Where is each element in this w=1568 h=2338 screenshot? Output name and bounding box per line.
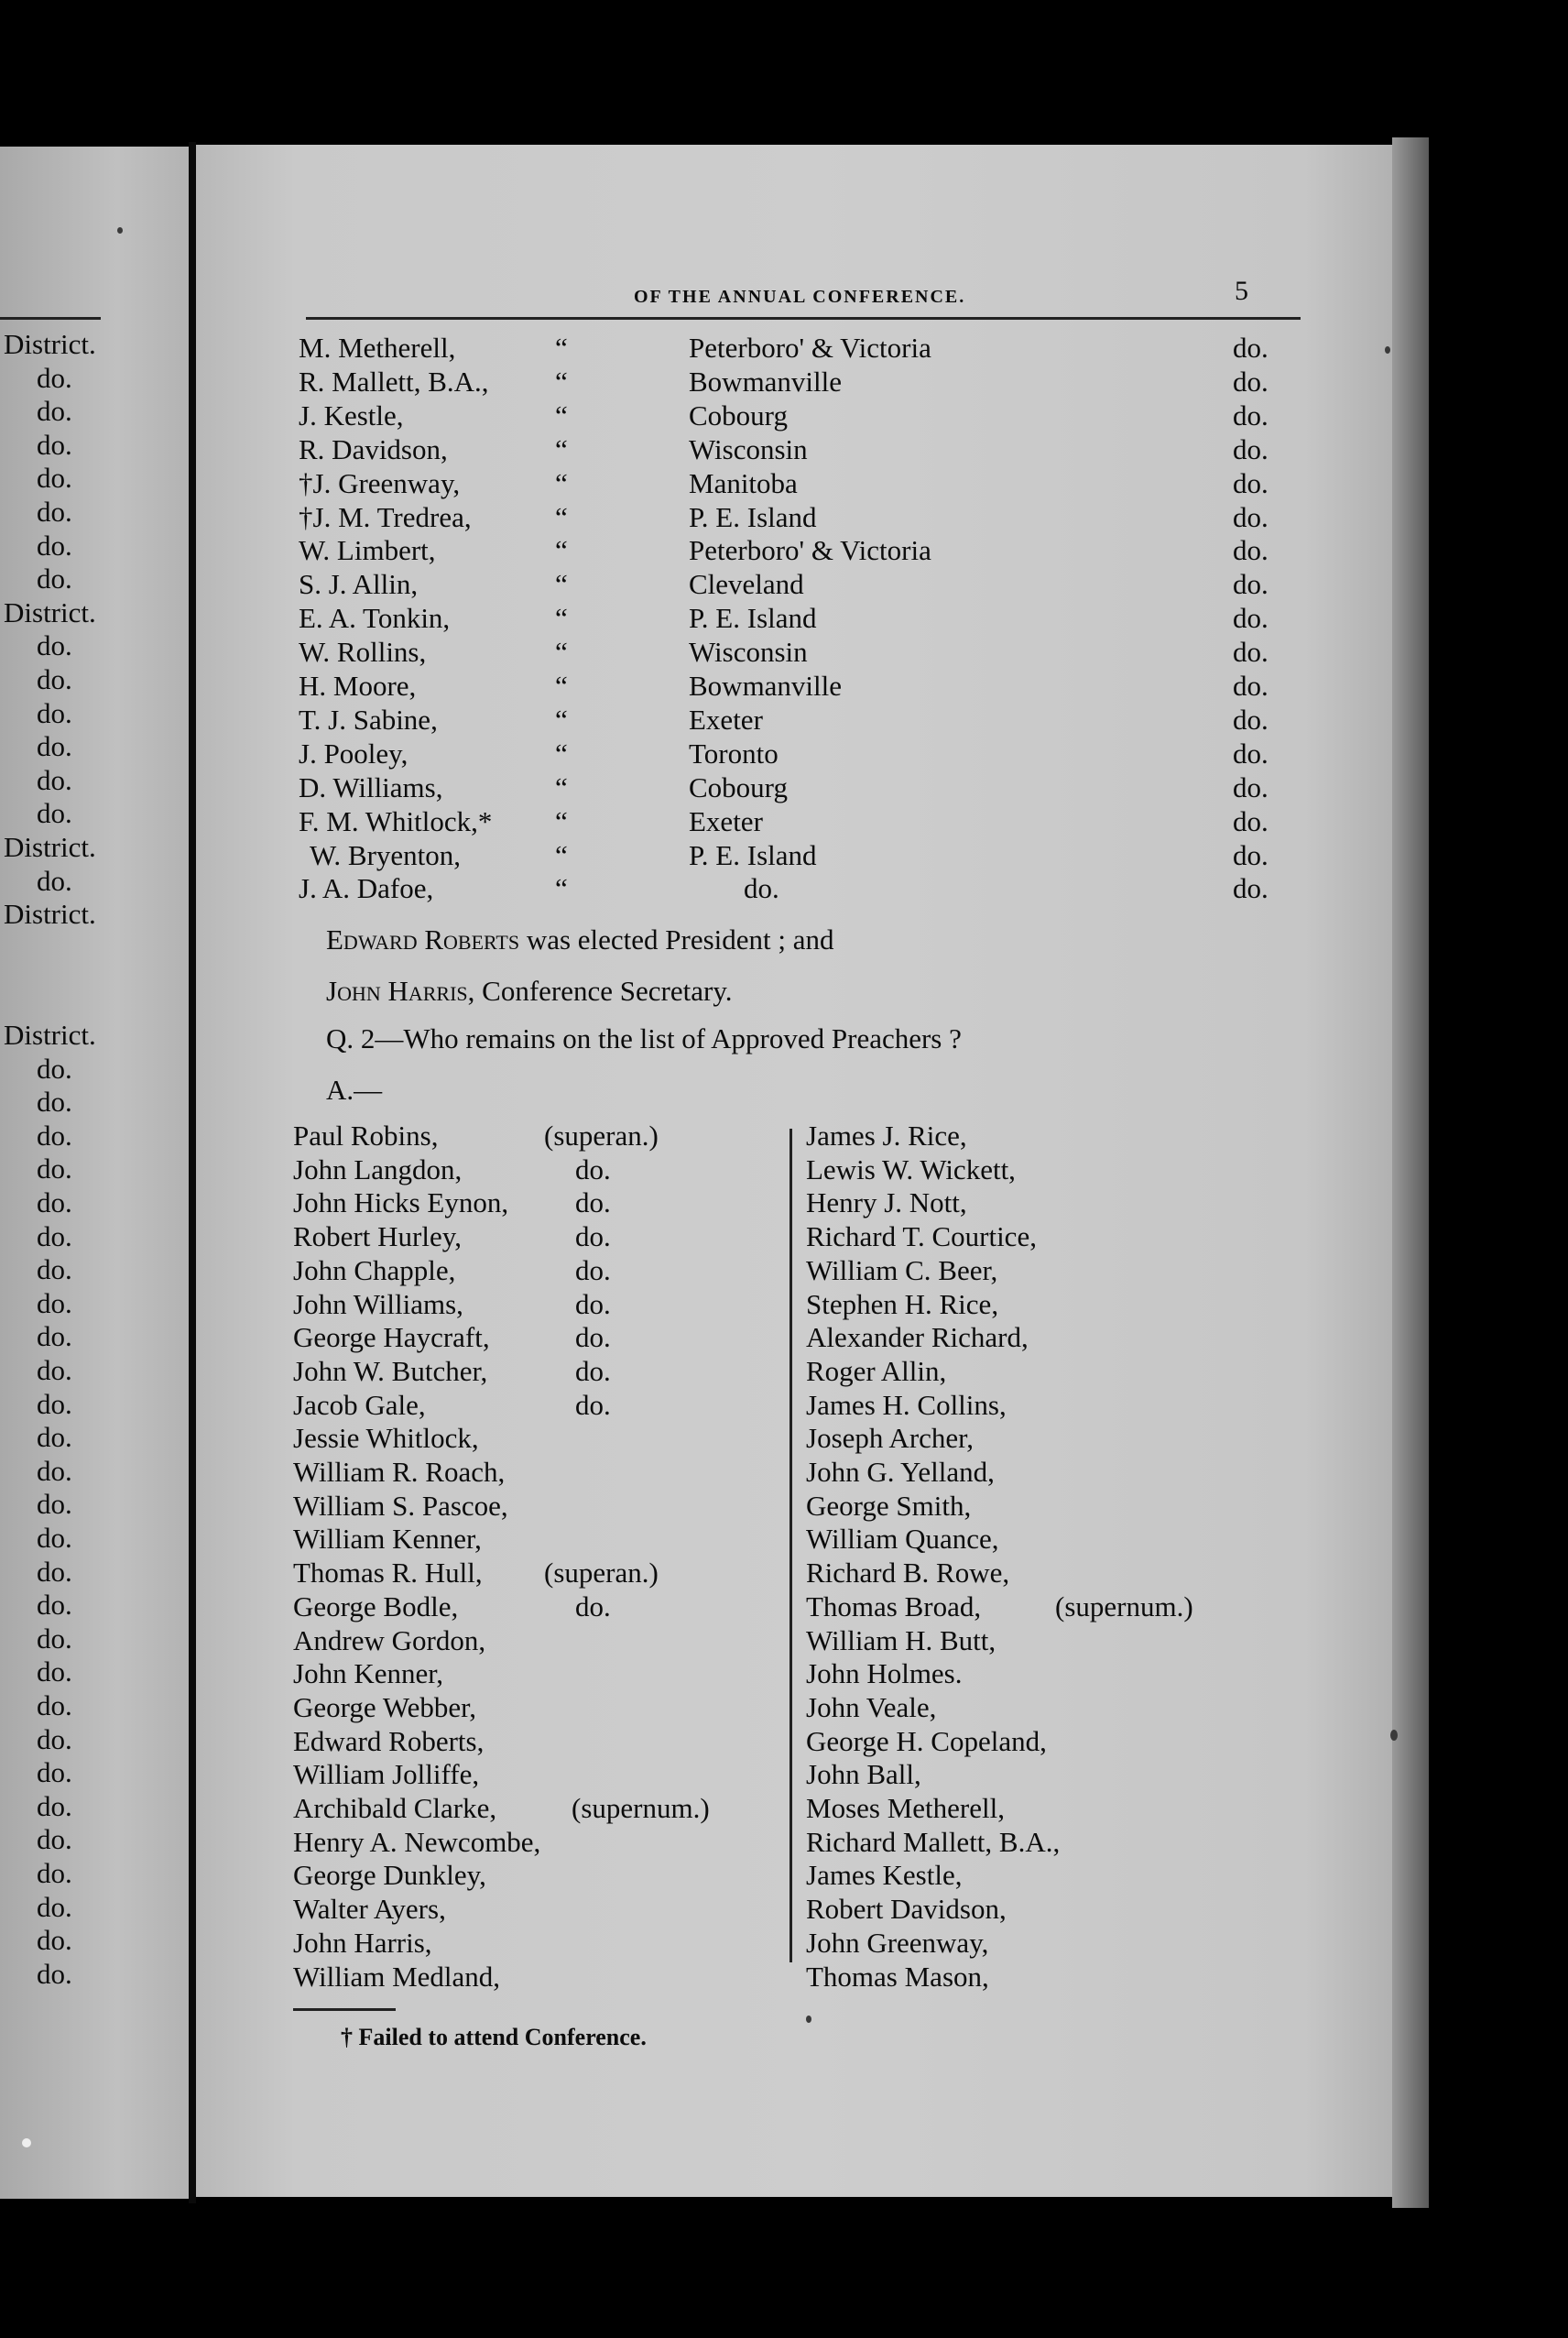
ditto-mark: “	[555, 534, 568, 567]
margin-entry: do.	[37, 763, 72, 796]
ditto-mark: “	[555, 838, 568, 871]
preacher-name: George Smith,	[806, 1489, 972, 1522]
preacher-note: do.	[575, 1186, 611, 1219]
scan-speck	[117, 227, 123, 234]
preacher-name: Moses Metherell,	[806, 1792, 1005, 1824]
page-right-edge	[1392, 137, 1429, 2208]
scan-speck	[806, 2016, 811, 2023]
ditto-mark: “	[555, 432, 568, 465]
minister-name: W. Limbert,	[299, 534, 436, 567]
margin-entry: do.	[37, 1286, 72, 1319]
ditto-mark: “	[555, 602, 568, 635]
margin-entry: do.	[37, 361, 72, 394]
preacher-note: do.	[575, 1220, 611, 1253]
preacher-name: John Ball,	[806, 1758, 921, 1791]
preacher-name: James H. Collins,	[806, 1388, 1007, 1421]
district-ditto: do.	[1233, 872, 1269, 905]
minister-name: E. A. Tonkin,	[299, 602, 451, 635]
margin-entry: do.	[37, 1320, 72, 1353]
preacher-name: William C. Beer,	[806, 1253, 998, 1286]
preacher-name: George Webber,	[293, 1690, 476, 1723]
page-number: 5	[1235, 276, 1248, 306]
preacher-name: Thomas Broad,	[806, 1590, 982, 1622]
preacher-note: (supernum.)	[1055, 1590, 1193, 1622]
district-ditto: do.	[1233, 602, 1269, 635]
margin-entry: do.	[37, 1756, 72, 1789]
preacher-name: Lewis W. Wickett,	[806, 1153, 1016, 1185]
minister-name: J. Kestle,	[299, 399, 404, 432]
station-name: Cobourg	[689, 770, 788, 803]
station-name: Peterboro' & Victoria	[689, 332, 931, 364]
ditto-mark: “	[555, 670, 568, 702]
preacher-name: Henry J. Nott,	[806, 1186, 967, 1219]
margin-entry: District.	[4, 831, 96, 863]
minister-name: M. Metherell,	[299, 332, 456, 364]
margin-entry: do.	[37, 1488, 72, 1521]
preacher-name: John Holmes.	[806, 1657, 963, 1690]
preacher-name: William Medland,	[293, 1960, 501, 1993]
page-gutter	[189, 142, 196, 2203]
district-ditto: do.	[1233, 399, 1269, 432]
ditto-mark: “	[555, 703, 568, 736]
answer-label: A.—	[326, 1074, 383, 1106]
preacher-name: William Jolliffe,	[293, 1758, 480, 1791]
preacher-name: William H. Butt,	[806, 1623, 996, 1656]
preacher-note: (superan.)	[544, 1120, 659, 1152]
ditto-mark: “	[555, 770, 568, 803]
preacher-name: William Kenner,	[293, 1523, 482, 1556]
preacher-name: John Harris,	[293, 1926, 432, 1959]
ditto-mark: “	[555, 500, 568, 533]
station-name: Manitoba	[689, 466, 798, 499]
preacher-note: do.	[575, 1287, 611, 1320]
ditto-mark: “	[555, 332, 568, 364]
preacher-note: do.	[575, 1590, 611, 1622]
margin-entry: do.	[37, 1555, 72, 1588]
margin-entry: do.	[37, 1890, 72, 1923]
ditto-mark: “	[555, 804, 568, 837]
district-ditto: do.	[1233, 365, 1269, 398]
preacher-name: Joseph Archer,	[806, 1422, 974, 1455]
station-name: P. E. Island	[689, 500, 817, 533]
margin-entry: do.	[37, 629, 72, 662]
margin-entry: do.	[37, 428, 72, 461]
margin-entry: do.	[37, 529, 72, 562]
running-title: OF THE ANNUAL CONFERENCE.	[634, 287, 966, 307]
district-ditto: do.	[1233, 636, 1269, 669]
margin-entry: do.	[37, 1622, 72, 1655]
preacher-name: William Quance,	[806, 1523, 999, 1556]
preacher-name: Jessie Whitlock,	[293, 1422, 479, 1455]
minister-name: J. A. Dafoe,	[299, 872, 434, 905]
station-name: Exeter	[689, 804, 763, 837]
station-name: Wisconsin	[689, 432, 808, 465]
margin-entry: do.	[37, 1119, 72, 1152]
minister-name: J. Pooley,	[299, 737, 408, 770]
station-name: do.	[744, 872, 779, 905]
preacher-name: James J. Rice,	[806, 1120, 967, 1152]
preacher-name: Alexander Richard,	[806, 1321, 1029, 1354]
preacher-name: William S. Pascoe,	[293, 1489, 508, 1522]
margin-entry: do.	[37, 1454, 72, 1487]
margin-entry: do.	[37, 864, 72, 897]
margin-entry: do.	[37, 1722, 72, 1755]
ditto-mark: “	[555, 636, 568, 669]
ditto-mark: “	[555, 872, 568, 905]
margin-entry: do.	[37, 1589, 72, 1622]
district-ditto: do.	[1233, 770, 1269, 803]
station-name: P. E. Island	[689, 602, 817, 635]
station-name: Exeter	[689, 703, 763, 736]
preacher-name: Walter Ayers,	[293, 1893, 446, 1926]
preacher-note: do.	[575, 1388, 611, 1421]
preacher-name: John W. Butcher,	[293, 1354, 488, 1387]
margin-entry: do.	[37, 797, 72, 830]
preacher-name: Stephen H. Rice,	[806, 1287, 999, 1320]
margin-entry: do.	[37, 1857, 72, 1889]
preacher-name: Robert Hurley,	[293, 1220, 462, 1253]
ditto-mark: “	[555, 568, 568, 601]
preacher-note: do.	[575, 1354, 611, 1387]
footnote-rule	[293, 2008, 396, 2011]
minister-name: R. Mallett, B.A.,	[299, 365, 489, 398]
margin-entry: do.	[37, 395, 72, 428]
minister-name: †J. M. Tredrea,	[299, 500, 472, 533]
margin-entry: do.	[37, 1421, 72, 1454]
margin-entry: do.	[37, 1219, 72, 1252]
preacher-name: John Kenner,	[293, 1657, 444, 1690]
preacher-name: Paul Robins,	[293, 1120, 439, 1152]
preacher-name: Archibald Clarke,	[293, 1792, 497, 1824]
scan-speck	[1385, 346, 1390, 354]
preacher-name: George Haycraft,	[293, 1321, 490, 1354]
district-ditto: do.	[1233, 534, 1269, 567]
minister-name: H. Moore,	[299, 670, 417, 702]
minister-name: W. Bryenton,	[310, 838, 462, 871]
preacher-note: do.	[575, 1153, 611, 1185]
margin-entry: do.	[37, 1387, 72, 1420]
district-ditto: do.	[1233, 332, 1269, 364]
margin-entry: do.	[37, 730, 72, 763]
margin-entry: do.	[37, 1153, 72, 1185]
margin-entry: do.	[37, 1186, 72, 1218]
station-name: Wisconsin	[689, 636, 808, 669]
margin-entry: do.	[37, 1689, 72, 1721]
preacher-name: James Kestle,	[806, 1859, 963, 1892]
minister-name: S. J. Allin,	[299, 568, 419, 601]
ditto-mark: “	[555, 365, 568, 398]
preacher-note: do.	[575, 1253, 611, 1286]
preacher-name: Richard Mallett, B.A.,	[806, 1825, 1061, 1858]
district-ditto: do.	[1233, 804, 1269, 837]
footnote: † Failed to attend Conference.	[341, 2024, 647, 2050]
minister-name: F. M. Whitlock,*	[299, 804, 493, 837]
preacher-name: John Chapple,	[293, 1253, 456, 1286]
margin-entry: do.	[37, 1957, 72, 1990]
preacher-name: George H. Copeland,	[806, 1724, 1047, 1757]
margin-entry: District.	[4, 1019, 96, 1051]
preacher-name: Henry A. Newcombe,	[293, 1825, 541, 1858]
preacher-name: Thomas Mason,	[806, 1960, 989, 1993]
margin-entry: do.	[37, 663, 72, 695]
minister-name: R. Davidson,	[299, 432, 448, 465]
preacher-note: (superan.)	[544, 1557, 659, 1590]
district-ditto: do.	[1233, 670, 1269, 702]
margin-entry: do.	[37, 462, 72, 495]
margin-entry: do.	[37, 1789, 72, 1822]
district-ditto: do.	[1233, 568, 1269, 601]
margin-entry: do.	[37, 1086, 72, 1119]
margin-entry: District.	[4, 595, 96, 628]
ditto-mark: “	[555, 466, 568, 499]
president-text: was elected President ; and	[526, 923, 834, 956]
minister-name: †J. Greenway,	[299, 466, 461, 499]
margin-entry: do.	[37, 1924, 72, 1957]
margin-entry: do.	[37, 1823, 72, 1856]
station-name: Bowmanville	[689, 365, 843, 398]
margin-entry: do.	[37, 696, 72, 729]
preacher-name: Roger Allin,	[806, 1354, 947, 1387]
preacher-note: do.	[575, 1321, 611, 1354]
scan-speck	[22, 2138, 31, 2147]
station-name: Toronto	[689, 737, 779, 770]
preacher-name: Andrew Gordon,	[293, 1623, 486, 1656]
president-name: Edward Roberts	[326, 923, 520, 956]
district-ditto: do.	[1233, 432, 1269, 465]
minister-name: D. Williams,	[299, 770, 443, 803]
district-ditto: do.	[1233, 737, 1269, 770]
margin-entry: do.	[37, 1354, 72, 1386]
ditto-mark: “	[555, 737, 568, 770]
left-header-rule	[0, 317, 101, 320]
margin-entry: do.	[37, 1253, 72, 1286]
secretary-name: John Harris	[326, 975, 468, 1007]
header-rule	[306, 317, 1301, 320]
station-name: P. E. Island	[689, 838, 817, 871]
district-ditto: do.	[1233, 838, 1269, 871]
preacher-name: Edward Roberts,	[293, 1724, 485, 1757]
margin-entry: District.	[4, 898, 96, 931]
minister-name: T. J. Sabine,	[299, 703, 438, 736]
station-name: Cleveland	[689, 568, 804, 601]
station-name: Peterboro' & Victoria	[689, 534, 931, 567]
preacher-name: Richard B. Rowe,	[806, 1557, 1010, 1590]
preacher-name: Thomas R. Hull,	[293, 1557, 483, 1590]
preacher-name: George Bodle,	[293, 1590, 459, 1622]
district-ditto: do.	[1233, 500, 1269, 533]
station-name: Bowmanville	[689, 670, 843, 702]
preacher-name: John Greenway,	[806, 1926, 989, 1959]
preacher-name: John Williams,	[293, 1287, 463, 1320]
margin-entry: do.	[37, 1522, 72, 1554]
district-ditto: do.	[1233, 466, 1269, 499]
preacher-name: John Veale,	[806, 1690, 937, 1723]
scan-speck	[1390, 1730, 1398, 1741]
minister-name: W. Rollins,	[299, 636, 427, 669]
margin-entry: District.	[4, 328, 96, 360]
preacher-name: John Langdon,	[293, 1153, 463, 1185]
margin-entry: do.	[37, 496, 72, 528]
margin-entry: do.	[37, 1052, 72, 1085]
secretary-text: , Conference Secretary.	[467, 975, 733, 1007]
president-line	[326, 923, 834, 956]
left-page-fragment	[0, 147, 194, 2199]
margin-entry: do.	[37, 1655, 72, 1688]
preacher-name: Jacob Gale,	[293, 1388, 426, 1421]
column-divider	[789, 1129, 792, 1962]
ditto-mark: “	[555, 399, 568, 432]
secretary-line	[326, 975, 733, 1008]
preacher-name: Robert Davidson,	[806, 1893, 1007, 1926]
district-ditto: do.	[1233, 703, 1269, 736]
preacher-note: (supernum.)	[572, 1792, 710, 1824]
preacher-name: George Dunkley,	[293, 1859, 486, 1892]
preacher-name: John Hicks Eynon,	[293, 1186, 509, 1219]
preacher-name: Richard T. Courtice,	[806, 1220, 1037, 1253]
preacher-name: William R. Roach,	[293, 1456, 506, 1488]
preacher-name: John G. Yelland,	[806, 1456, 995, 1488]
question-2: Q. 2—Who remains on the list of Approved Preachers ?	[326, 1022, 962, 1054]
margin-entry: do.	[37, 563, 72, 595]
station-name: Cobourg	[689, 399, 788, 432]
